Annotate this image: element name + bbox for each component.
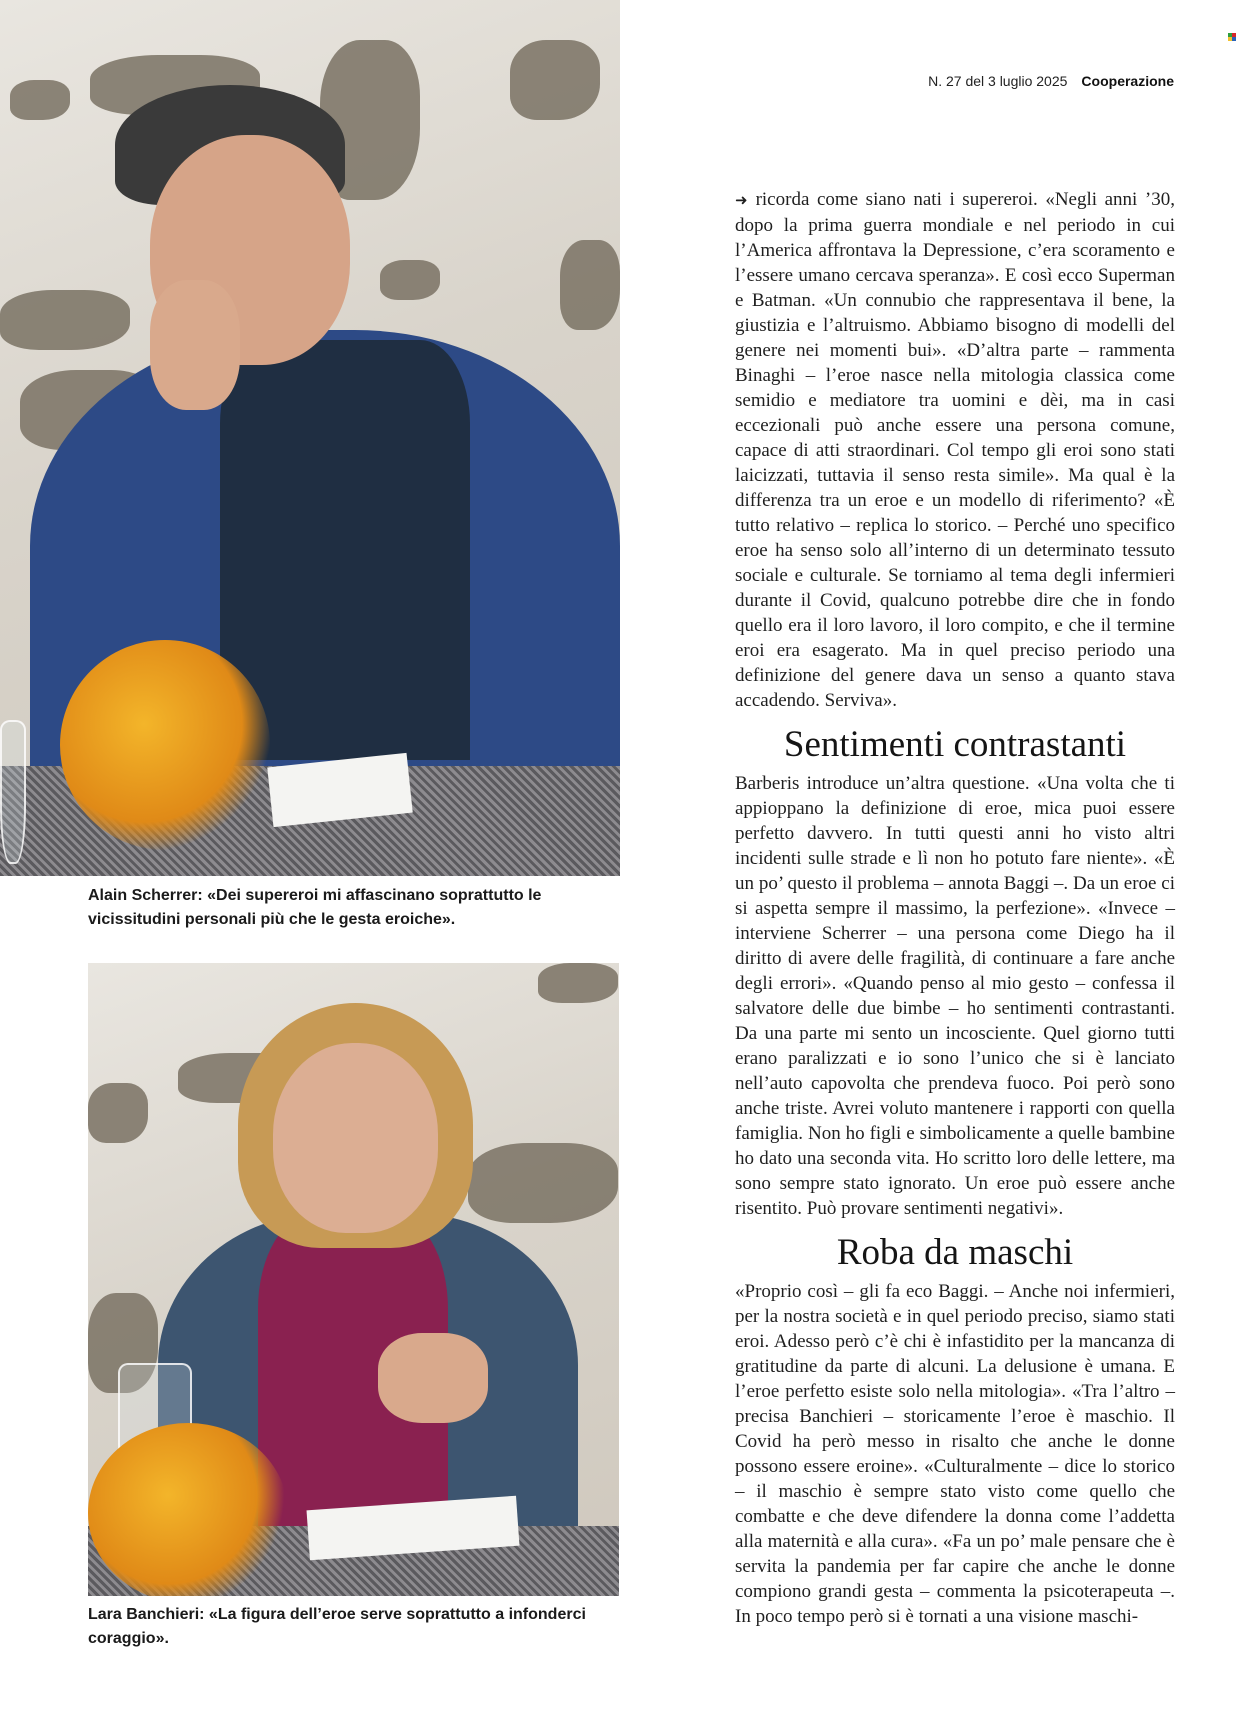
photo-lara-banchieri <box>88 963 619 1596</box>
article-paragraph: ➜ ricorda come siano nati i supereroi. «Negli anni ’30, dopo la prima guerra mondiale e nel periodo in cui l’America affrontava la Depressione, c’era scoramento e l’essere umano cercava speranza». E così ecco Superman e Batman. «Un connubio che rappresentava il bene, la giustizia e l’altruismo. Abbiamo bisogno di modelli del genere nei momenti bui». «D’altra parte – rammenta Binaghi – l’eroe nasce nella mitologia classica come semidio e mediatore tra uomini e dèi, ma in casi eccezionali può anche essere una persona comune, capace di atti straordinari. Col tempo gli eroi sono stati laicizzati, tuttavia il senso resta simile». Ma qual è la differenza tra un eroe e un modello di riferimento? «È tutto relativo – replica lo storico. – Perché uno specifico eroe ha senso solo all’interno di un determinato tessuto sociale e culturale. Se torniamo al tema degli infermieri durante il Covid, qualcuno potrebbe dire che in fondo quello era il loro lavoro, il loro compito, e che il termine eroi era esagerato. Ma in quel preciso periodo una definizione del genere dava un senso a quanto stava accadendo. Serviva». <box>735 189 1175 711</box>
article-column <box>735 187 1175 1629</box>
section-heading: Sentimenti contrastanti <box>783 724 1127 765</box>
magazine-name: Cooperazione <box>1081 73 1174 89</box>
article-paragraph: «Proprio così – gli fa eco Baggi. – Anche noi infermieri, per la nostra società e in quel periodo preciso, siamo stati eroi. Adesso però c’è chi è infastidito per la mancanza di gratitudine da parte di alcuni. La delusione è umana. E l’eroe perfetto esiste solo nella mitologia». «Tra l’altro – precisa Banchieri – storicamente l’eroe è maschio. Il Covid ha però messo in risalto che anche le donne possono essere eroine». «Culturalmente – dice lo storico – il maschio è sempre stato visto come quello che combatte e che deve difendere la donna come l’addetta alla maternità e alla cura». «Fa un po’ male pensare che è servita la pandemia per far capire che anche le donne compiono grandi gesta – commenta la psicoterapeuta –. In poco tempo però si è tornati a una visione maschi- <box>735 1281 1175 1627</box>
issue-info: N. 27 del 3 luglio 2025 <box>928 73 1068 89</box>
page-header <box>928 73 1174 89</box>
article-paragraph: Barberis introduce un’altra questione. «Una volta che ti appioppano la definizione di eroe, mica puoi essere perfetto davvero. In tutti questi anni ho visto altri incidenti sulle strade e lì non ho potuto fare niente». «È un po’ questo il problema – annota Baggi –. Da un eroe ci si aspetta sempre il massimo, la perfezione». «Invece – interviene Scherrer – una persona come Diego ha il diritto di avere delle fragilità, di continuare a fare anche degli errori». «Quando penso al mio gesto – confessa il salvatore delle due bimbe – ho sentimenti contrastanti. Da una parte mi sento un incosciente. Quel giorno tutti erano paralizzati e io sono l’unico che si è lanciato nell’auto capovolta che prendeva fuoco. Poi però sono anche triste. Avrei voluto mantenere i rapporti con quella famiglia. Non ho figli e simbolicamente a quelle bambine ho dato una seconda vita. Ho scritto loro delle lettere, ma sono sempre stato ignorato. Un eroe può essere anche risentito. Può provare sentimenti negativi». <box>735 773 1175 1219</box>
photo-caption: Alain Scherrer: «Dei supereroi mi affascinano soprattutto le vicissitudini personali più che le gesta eroiche». <box>88 887 542 928</box>
photo-caption: Lara Banchieri: «La figura dell’eroe serve soprattutto a infonderci coraggio». <box>88 1606 586 1647</box>
corner-logo <box>1228 33 1236 41</box>
section-heading: Roba da maschi <box>836 1232 1074 1273</box>
continuation-arrow-icon: ➜ <box>735 191 748 209</box>
photo-alain-scherrer <box>0 0 620 876</box>
